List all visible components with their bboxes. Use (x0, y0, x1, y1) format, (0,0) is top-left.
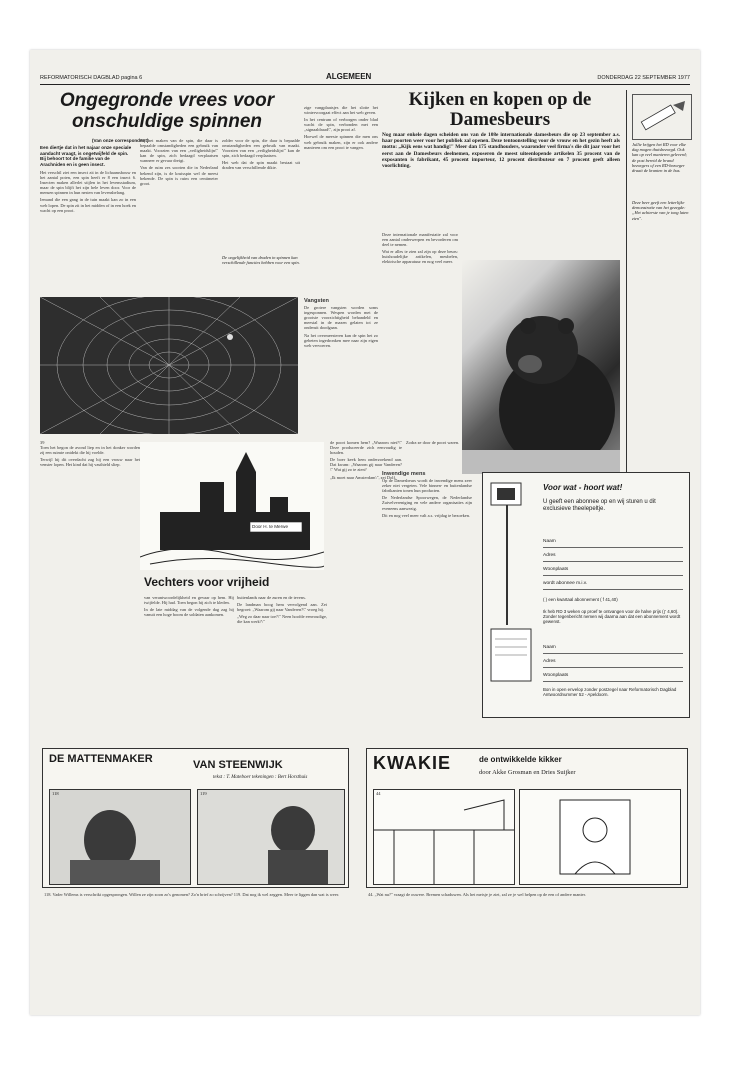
coupon-field-name[interactable]: Naam (543, 539, 683, 548)
coupon-field2-address[interactable]: Adres (543, 659, 683, 668)
subhead-vangsten: Vangsten (304, 298, 329, 304)
subscription-coupon (482, 472, 690, 718)
masthead (40, 72, 690, 85)
comic2-text: 44. „Wat nu?" vraagt de ouwere. Bremen schaduwen. Als het meisje je ziet, zal ze je wel helpen op de een of andere manier. (368, 892, 586, 897)
comic2-title-a: KWAKIE (373, 753, 451, 773)
coupon-footer: Bon in open envelop zonder postzegel naar Reformatorisch Dagblad Antwoordnummer 52 - Apeldoorn. (543, 687, 677, 698)
caption-delivery: Jullie krijgen het RD voor elke dag mogen thuisbezorgd. Ook kan op veel manieren geleverd; de post bereid de brand bezorgers of een RD-bezorger draait de kranten in de bus. (632, 142, 688, 174)
article-spiders-col2: Bij het maken van de spin, die daar is bepaalde omstandigheden een gebruik van maakt. Voorzien van een „veiligheidslijn\" kan de spin, zich bedaagd verplaatsen wanneer er gevaar dreigt. Van de ruim zes soorten die in Nederland bekend zijn, is de kruisspin wel de meest bekende. De spin is ruim een centimeter groot. (140, 138, 218, 186)
intro-damesbeurs: Nog maar enkele dagen scheiden ons van de 108e internationale damesbeurs die op 23 september a.s. haar poorten weer voor het publiek zal openen. Deze tentoonstelling voor de vrouw en het gezin heeft als motto: „Kijk eens wat handig!" Meer dan 175 standhouders, waaronder veel firma's die dit jaar voor het eerst aan de Damesbeurs deelnemen, exposeren de meest uiteenlopende artikelen 35 procent van de exposanten is fabrikant, 45 procent importeur, 12 procent distributeur en 7 procent geeft alleen voorlichting. (382, 132, 620, 170)
article-vechters-col1: 39 Toen het begon de avond liep en in het donker worden zij een ruimte ontdekt die hij voelde. Terwijl hij dit overdacht zag hij een vrouw naar het venster lopen. Het kind dat hij vasthield sliep. (40, 440, 140, 468)
subhead-inwendige-mens: Inwendige mens (382, 471, 426, 477)
byline-spiders: (Van onze correspondent) (92, 138, 149, 143)
comic1-panel-number-118: 118 (52, 791, 59, 796)
teaspoon-illustration (487, 479, 535, 709)
author-sign: Door H. te Merwe (252, 524, 288, 529)
headline-vechters: Vechters voor vrijheid (144, 575, 270, 589)
article-spiders-col3: zolder voor de spin, die daar is bepaalde omstandigheden een gebruik van maakt. Voorzien van een „veiligheidslijn\" kan de spin, zich bedaagd verplaatsen. Het web dat de spin maakt bestaat uit draden van verschillende dikte. (222, 138, 300, 171)
caption-bear: Deze beer geeft een letterlijke demonstratie van het gezegde: „Het achterste van je tong laten zien". (632, 200, 689, 221)
fortress-illustration (140, 442, 324, 570)
coupon-field-start[interactable]: wordt abonnee m.i.v. (543, 581, 683, 590)
page-number-39: 39 (40, 440, 45, 445)
article-spiders-col5: Vangsten De grotere vangsten worden soms ingesponnen. Wespen worden met de grootste voorzichtigheid behandeld en meestal in de mazen gelaten tot ze onderuit doodgaan. Na het overmeesteren kan de spin het zo gebeten ingedronken mee naar zijn eigen web vervoeren. (304, 298, 378, 348)
article-damesbeurs-col2: Inwendige mens Op de Damesbeurs wordt de inwendige mens zeer zeker niet vergeten. Vele binnen- en buitenlandse fabrikanten tonen hun producten. De Nederlandse Spoorwegen, de Nederlandse Zuivelvereniging en vele andere organisaties zijn eveneens aanwezig. Dit en nog veel meer valt a.s. vrijdag te bezoeken. (382, 471, 472, 518)
article-damesbeurs-col1: Deze internationale manifestatie zal voor een aantal onderwerpen en bevorderen om deel te nemen. Wat er alles te zien zal zijn op deze beurs: huishoudelijke artikelen, meubelen, elektrische apparatuur en nog veel meer. (382, 232, 458, 265)
column-rule (626, 90, 627, 472)
article-vechters-col3: buitenlands naar de zuren en de tevens. De landman boog hem vervolgend aan. Zei begroet: „Waarom gij naar Vanderen?\" vroeg hij. „Weg zo daar naar toe?\" Neen hoofde eenvoudige, die kan werk?\" (237, 595, 327, 625)
spider-web-photo (40, 297, 298, 434)
newspaper-delivery-illustration (632, 94, 692, 140)
comic1-credits: tekst : T. Mateboer tekeningen : Bert Horsthuis (213, 775, 308, 780)
comic2-panel-number: 44 (376, 791, 381, 796)
masthead-date: DONDERDAG 22 SEPTEMBER 1977 (597, 75, 690, 81)
comic1-title-b: VAN STEENWIJK (193, 759, 283, 771)
comic-mattenmaker (42, 748, 349, 888)
comic2-panel-2 (519, 789, 681, 885)
masthead-section: ALGEMEEN (326, 72, 372, 81)
comic1-panel-number-119: 119 (200, 791, 207, 796)
comic-kwakie (366, 748, 688, 888)
coupon-field2-city[interactable]: Woonplaats (543, 673, 683, 682)
coupon-field-address[interactable]: Adres (543, 553, 683, 562)
coupon-option[interactable]: ( ) een kwartaal abonnement ( f 41,40) (543, 597, 618, 602)
bear-photo (462, 260, 620, 474)
comic2-title-b: de ontwikkelde kikker (479, 755, 562, 764)
coupon-title: Voor wat - hoort wat! (543, 483, 623, 492)
coupon-terms: Ik heb RD 3 weken op proef te ontvangen voor de halve prijs (ƒ 4,60). Zonder tegenbericht nemen wij daarna aan dat een abonnement wordt gewenst. (543, 609, 681, 625)
lead-spiders: Een diertje dat in het najaar onze speciale aandacht vraagt, is ongetwijfeld de spin. Bij behoort tot de familie van de Arachniden en is geen insect. (40, 145, 132, 167)
comic1-text: 118. Vader Willems is verschrikt opgesprongen. Willen ze zijn zoon zo's genomen? Zo'n brief zo schrijven? 119. Dat nog ik wel zeggen. Meer te liggen dan wat is weer. (44, 892, 340, 897)
article-vechters-col2: van verantwoordelijkheid en gevaar op hem. Hij twijfelde. Hij had. Toen begon hij zich te kleden. In de late middag van de volgende dag zag hij vanuit een hoge boom de soldaten aankomen. (144, 595, 234, 618)
comic1-panel-119 (197, 789, 345, 885)
headline-spiders: Ongegronde vrees voor onschuldige spinnen (59, 90, 275, 132)
comic1-title-a: DE MATTENMAKER (49, 753, 153, 765)
article-vechters-col5: Zodra ze door de poort waren. (406, 440, 460, 445)
caption-spider-web: De ongelijkheid van draden in spinnen kan verschillende functies hebben voor een spin. (222, 255, 300, 266)
newspaper-page (30, 50, 700, 1015)
coupon-field-city[interactable]: Woonplaats (543, 567, 683, 576)
comic2-panel-1 (373, 789, 515, 885)
coupon-field2-name[interactable]: Naam (543, 645, 683, 654)
article-vechters-col4: de poort komen hem? „Waarom niet?\" Deze produceerde zich eenvoudig te houden. De boer keek hem onderzoekend aan. Dat kwam: „Waarom gij naar Vanderen?\" Wat gij zo te zien? „Ik moet naar Amsterdam\", zei Dolf. (330, 440, 402, 480)
article-spiders-col1: Het verschil ziet een insect zit in de lichaamsbouw en het aantal poten, een spin heeft er 8 een insect 6. Insecten maken allerlei stijlen in het levensstadium, maar de spin blijft het zijn hele leven door. Voor de mensen spinnen in hun nesten van levensbelang. Iemand die een gang in de tuin maakt kan zo in een web lopen. De spin zit in het midden of in een hoek en wacht op een prooi. (40, 170, 136, 213)
article-spiders-col4: zige vangplaatsjes die het slotte het wintervoorgaat effect aan het web geven. In het centrum of verborgen onder blad wacht de spin, verbonden met een „signaaldraad\", zijn prooi af. Hoewel de meeste spinnen die men ons web gebruik maken, zijn er ook andere manieren om een prooi te vangen. (304, 105, 378, 150)
coupon-body: U geeft een abonnee op en wij sturen u dit exclusieve theelepeltje. (543, 499, 656, 512)
comic2-credits: door Akke Grosman en Dries Suijker (479, 769, 576, 776)
comic1-panel-118 (49, 789, 191, 885)
masthead-left: REFORMATORISCH DAGBLAD pagina 6 (40, 75, 143, 81)
headline-damesbeurs: Kijken en kopen op de Damesbeurs (408, 89, 592, 130)
